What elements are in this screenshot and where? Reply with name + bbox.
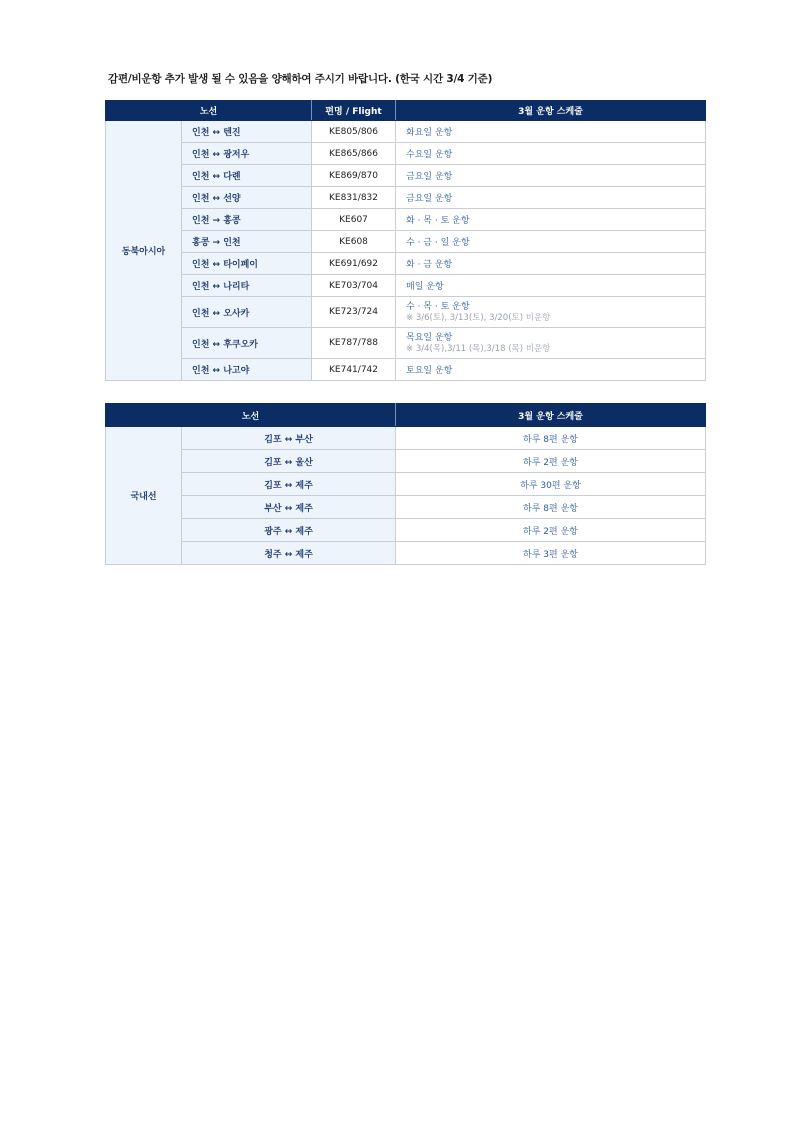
route-cell: 인천 ↔ 텐진 <box>182 121 312 143</box>
route-cell: 인천 ↔ 다롄 <box>182 165 312 187</box>
schedule-cell: 화 · 목 · 토 운항 <box>396 209 706 231</box>
schedule-note: ※ 3/4(목),3/11 (목),3/18 (목) 비운항 <box>406 343 551 354</box>
schedule-cell: 화요일 운항 <box>396 121 706 143</box>
route-cell: 인천 ↔ 후쿠오카 <box>182 328 312 359</box>
schedule-cell <box>396 297 706 328</box>
international-schedule-table <box>105 100 706 381</box>
header-schedule: 3월 운항 스케줄 <box>396 404 706 427</box>
route-cell: 인천 ↔ 선양 <box>182 187 312 209</box>
route-cell: 인천 ↔ 타이페이 <box>182 253 312 275</box>
flight-cell: KE787/788 <box>312 328 396 359</box>
flight-cell: KE607 <box>312 209 396 231</box>
region-northeast-asia: 동북아시아 <box>106 121 182 381</box>
flight-cell: KE805/806 <box>312 121 396 143</box>
schedule-cell: 하루 30편 운항 <box>396 473 706 496</box>
header-route: 노선 <box>106 404 396 427</box>
schedule-cell: 수 · 금 · 일 운항 <box>396 231 706 253</box>
flight-cell: KE831/832 <box>312 187 396 209</box>
schedule-cell: 수요일 운항 <box>396 143 706 165</box>
schedule-cell: 토요일 운항 <box>396 359 706 381</box>
domestic-schedule-table <box>105 403 706 565</box>
schedule-cell: 금요일 운항 <box>396 187 706 209</box>
schedule-cell: 하루 2편 운항 <box>396 450 706 473</box>
flight-cell: KE703/704 <box>312 275 396 297</box>
route-cell: 인천 ↔ 광저우 <box>182 143 312 165</box>
header-schedule: 3월 운항 스케줄 <box>396 101 706 121</box>
route-cell: 광주 ↔ 제주 <box>182 519 396 542</box>
route-cell: 김포 ↔ 제주 <box>182 473 396 496</box>
schedule-cell: 하루 3편 운항 <box>396 542 706 565</box>
route-cell: 인천 ↔ 나리타 <box>182 275 312 297</box>
header-flight: 편명 / Flight <box>312 101 396 121</box>
schedule-main: 수 · 목 · 토 운항 <box>406 301 470 312</box>
route-cell: 홍콩 → 인천 <box>182 231 312 253</box>
schedule-cell: 하루 2편 운항 <box>396 519 706 542</box>
schedule-cell: 화 · 금 운항 <box>396 253 706 275</box>
flight-cell: KE865/866 <box>312 143 396 165</box>
schedule-cell: 하루 8편 운항 <box>396 427 706 450</box>
route-cell: 김포 ↔ 울산 <box>182 450 396 473</box>
route-cell: 김포 ↔ 부산 <box>182 427 396 450</box>
route-cell: 인천 ↔ 나고야 <box>182 359 312 381</box>
schedule-cell: 하루 8편 운항 <box>396 496 706 519</box>
flight-cell: KE691/692 <box>312 253 396 275</box>
route-cell: 인천 ↔ 오사카 <box>182 297 312 328</box>
header-route: 노선 <box>106 101 312 121</box>
route-cell: 청주 ↔ 제주 <box>182 542 396 565</box>
schedule-note: ※ 3/6(토), 3/13(토), 3/20(토) 비운항 <box>406 312 551 323</box>
schedule-cell: 매일 운항 <box>396 275 706 297</box>
route-cell: 부산 ↔ 제주 <box>182 496 396 519</box>
schedule-cell <box>396 328 706 359</box>
notice-text: 감편/비운항 추가 발생 될 수 있음을 양해하여 주시기 바랍니다. (한국 시간 3/4 기준) <box>108 73 493 85</box>
flight-cell: KE741/742 <box>312 359 396 381</box>
region-domestic: 국내선 <box>106 427 182 565</box>
flight-cell: KE723/724 <box>312 297 396 328</box>
schedule-cell: 금요일 운항 <box>396 165 706 187</box>
flight-cell: KE869/870 <box>312 165 396 187</box>
flight-cell: KE608 <box>312 231 396 253</box>
route-cell: 인천 → 홍콩 <box>182 209 312 231</box>
schedule-main: 목요일 운항 <box>406 332 453 343</box>
